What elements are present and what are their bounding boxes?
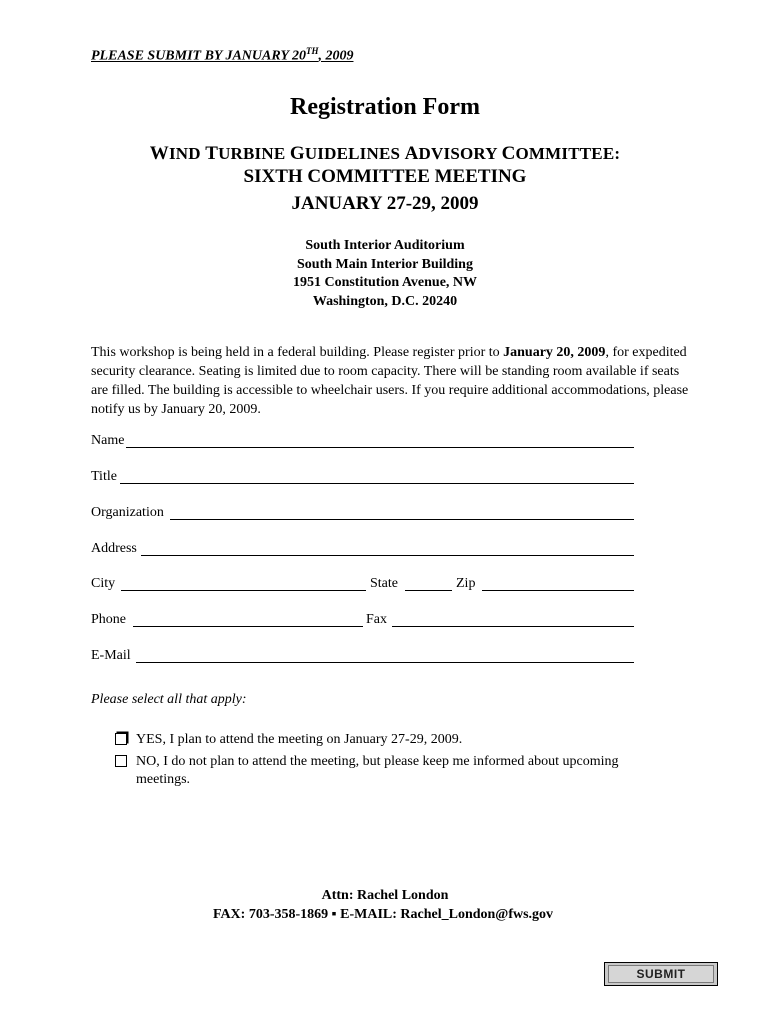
no-option-label bbox=[136, 753, 696, 789]
organization-input-line[interactable] bbox=[170, 519, 634, 520]
city-input-line[interactable] bbox=[121, 590, 366, 591]
phone-field bbox=[91, 612, 126, 630]
no-option-line: NO, I do not plan to attend the meeting, but please keep me informed about upcoming bbox=[136, 754, 619, 769]
venue-line: South Main Interior Building bbox=[297, 256, 473, 272]
phone-input-line[interactable] bbox=[133, 626, 363, 627]
name-label: Name bbox=[91, 433, 125, 448]
no-option-line: meetings. bbox=[136, 772, 191, 787]
contact-attn: Attn: Rachel London bbox=[321, 888, 449, 903]
venue-line: South Interior Auditorium bbox=[305, 238, 465, 253]
email-label: E-Mail bbox=[91, 648, 131, 663]
venue-line: 1951 Constitution Avenue, NW bbox=[292, 275, 478, 290]
intro-paragraph: This workshop is being held in a federal building. Please register prior to January 20, 2009, for expedited security clearance. Seating is limited due to room capacity. There will be standing room available if seats are filled. The building is accessible to wheelchair users. If you require additional accommodations, please notify us by January 20, 2009. bbox=[91, 345, 689, 417]
title-input-line[interactable] bbox=[120, 483, 634, 484]
zip-input-line[interactable] bbox=[482, 590, 634, 591]
fax-field bbox=[366, 612, 387, 630]
phone-label: Phone bbox=[91, 612, 126, 627]
state-field bbox=[370, 576, 398, 594]
address-label: Address bbox=[91, 541, 137, 556]
organization-field bbox=[91, 505, 164, 523]
venue-line: Washington, D.C. 20240 bbox=[312, 293, 458, 309]
yes-checkbox[interactable] bbox=[115, 733, 127, 745]
zip-field bbox=[456, 576, 475, 594]
yes-option-label: YES, I plan to attend the meeting on January 27-29, 2009. bbox=[136, 732, 463, 747]
meeting-name: SIXTH COMMITTEE MEETING bbox=[243, 166, 527, 187]
submit-button-label: SUBMIT bbox=[608, 965, 714, 983]
select-instructions: Please select all that apply: bbox=[91, 692, 247, 707]
title-label: Title bbox=[91, 469, 117, 484]
address-input-line[interactable] bbox=[141, 555, 634, 556]
contact-fax-email: FAX: 703-358-1869 ▪ E-MAIL: Rachel_London@fws.gov bbox=[212, 907, 554, 922]
submit-button[interactable] bbox=[604, 962, 718, 986]
state-label: State bbox=[370, 576, 398, 591]
city-field bbox=[91, 576, 115, 594]
name-input-line[interactable] bbox=[126, 447, 634, 448]
venue-address bbox=[0, 237, 770, 311]
state-input-line[interactable] bbox=[405, 590, 452, 591]
meeting-dates: JANUARY 27-29, 2009 bbox=[291, 193, 479, 214]
committee-name: WIND TURBINE GUIDELINES ADVISORY COMMITTEE: bbox=[149, 143, 621, 164]
email-field bbox=[91, 648, 131, 666]
name-field bbox=[91, 433, 124, 451]
submission-deadline: PLEASE SUBMIT BY JANUARY 20TH, 2009 bbox=[91, 46, 354, 64]
email-input-line[interactable] bbox=[136, 662, 634, 663]
organization-label: Organization bbox=[91, 505, 164, 520]
form-title: Registration Form bbox=[290, 94, 480, 120]
fax-input-line[interactable] bbox=[392, 626, 634, 627]
zip-label: Zip bbox=[456, 576, 476, 591]
address-field bbox=[91, 541, 137, 559]
no-checkbox[interactable] bbox=[115, 755, 127, 767]
city-label: City bbox=[91, 576, 116, 591]
fax-label: Fax bbox=[366, 612, 387, 627]
title-field bbox=[91, 469, 117, 487]
